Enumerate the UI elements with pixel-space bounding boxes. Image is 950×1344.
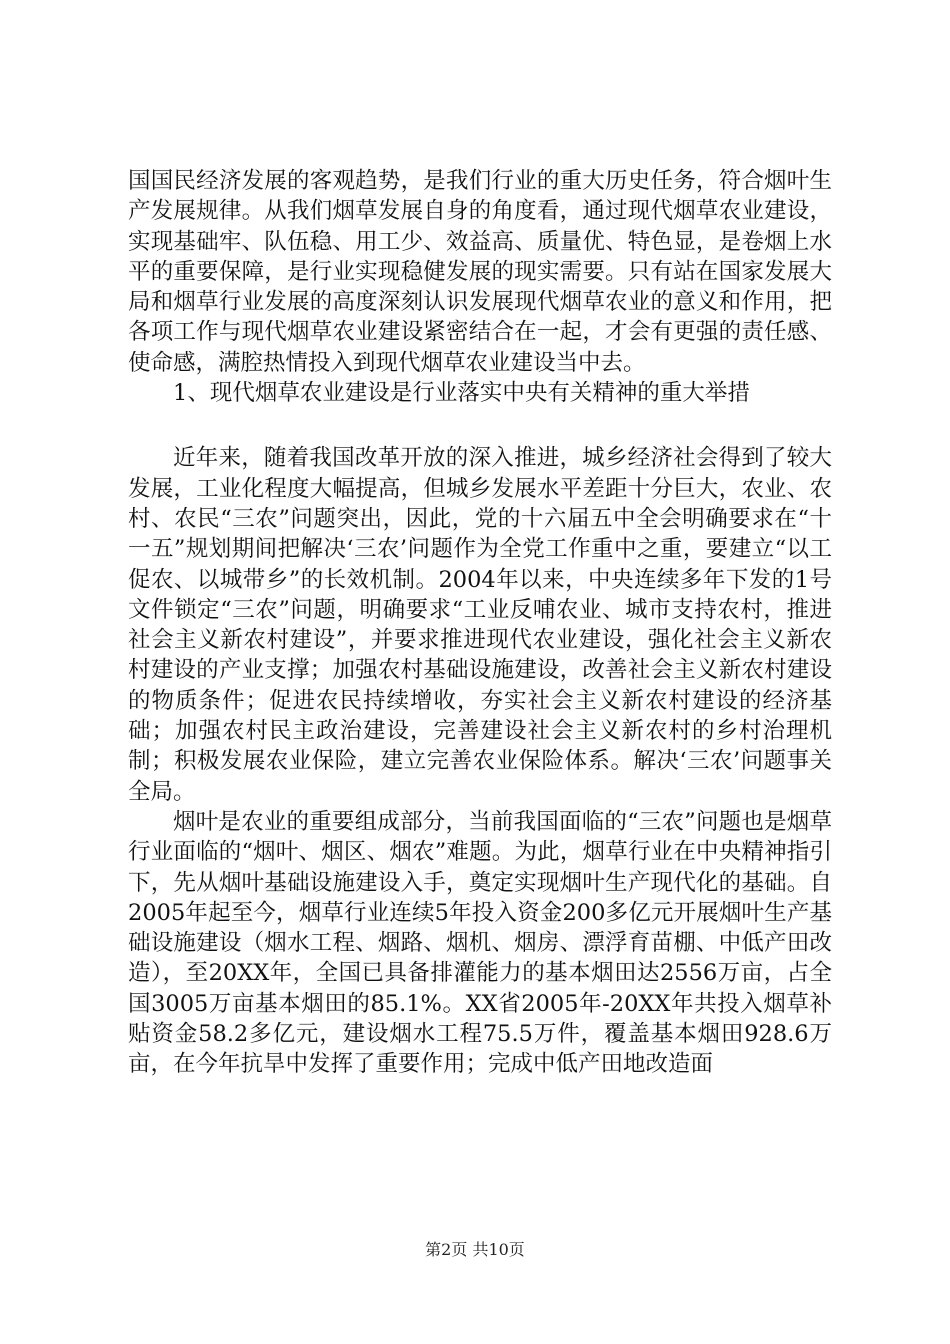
page-footer: 第2页 共10页 (425, 1240, 525, 1259)
paragraph-gap (128, 408, 832, 443)
paragraph-sannong: 近年来，随着我国改革开放的深入推进，城乡经济社会得到了较大发展，工业化程度大幅提高，但城乡发展水平差距十分巨大，农业、农村、农民“三农”问题突出，因此，党的十六届五中全会明确要求在“十一五”规划期间把解决‘三农’问题作为全党工作重中之重，要建立“以工促农、以城带乡”的长效机制。2004年以来，中央连续多年下发的1号文件锁定“三农”问题，明确要求“工业反哺农业、城市支持农村，推进社会主义新农村建设”，并要求推进现代农业建设，强化社会主义新农村建设的产业支撑；加强农村基础设施建设，改善社会主义新农村建设的物质条件；促进农民持续增收，夯实社会主义新农村建设的经济基础；加强农村民主政治建设，完善建设社会主义新农村的乡村治理机制；积极发展农业保险，建立完善农业保险体系。解决‘三农’问题事关全局。 (128, 445, 832, 805)
section-heading: 1、现代烟草农业建设是行业落实中央有关精神的重大举措 (173, 380, 750, 407)
paragraph-continuation: 国国民经济发展的客观趋势，是我们行业的重大历史任务，符合烟叶生产发展规律。从我们烟草发展自身的角度看，通过现代烟草农业建设，实现基础牢、队伍稳、用工少、效益高、质量优、特色显，是卷烟上水平的重要保障，是行业实现稳健发展的现实需要。只有站在国家发展大局和烟草行业发展的高度深刻认识发展现代烟草农业的意义和作用，把各项工作与现代烟草农业建设紧密结合在一起，才会有更强的责任感、使命感，满腔热情投入到现代烟草农业建设当中去。 (128, 168, 832, 376)
document-body (128, 166, 832, 1080)
paragraph-tobacco-leaf: 烟叶是农业的重要组成部分，当前我国面临的“三农”问题也是烟草行业面临的“烟叶、烟区、烟农”难题。为此，烟草行业在中央精神指引下，先从烟叶基础设施建设入手，奠定实现烟叶生产现代化的基础。自2005年起至今，烟草行业连续5年投入资金200多亿元开展烟叶生产基础设施建设（烟水工程、烟路、烟机、烟房、漂浮育苗棚、中低产田改造），至20XX年，全国已具备排灌能力的基本烟田达2556万亩，占全国3005万亩基本烟田的85.1%。XX省2005年-20XX年共投入烟草补贴资金58.2多亿元，建设烟水工程75.5万件，覆盖基本烟田928.6万亩，在今年抗旱中发挥了重要作用；完成中低产田地改造面 (128, 808, 832, 1078)
